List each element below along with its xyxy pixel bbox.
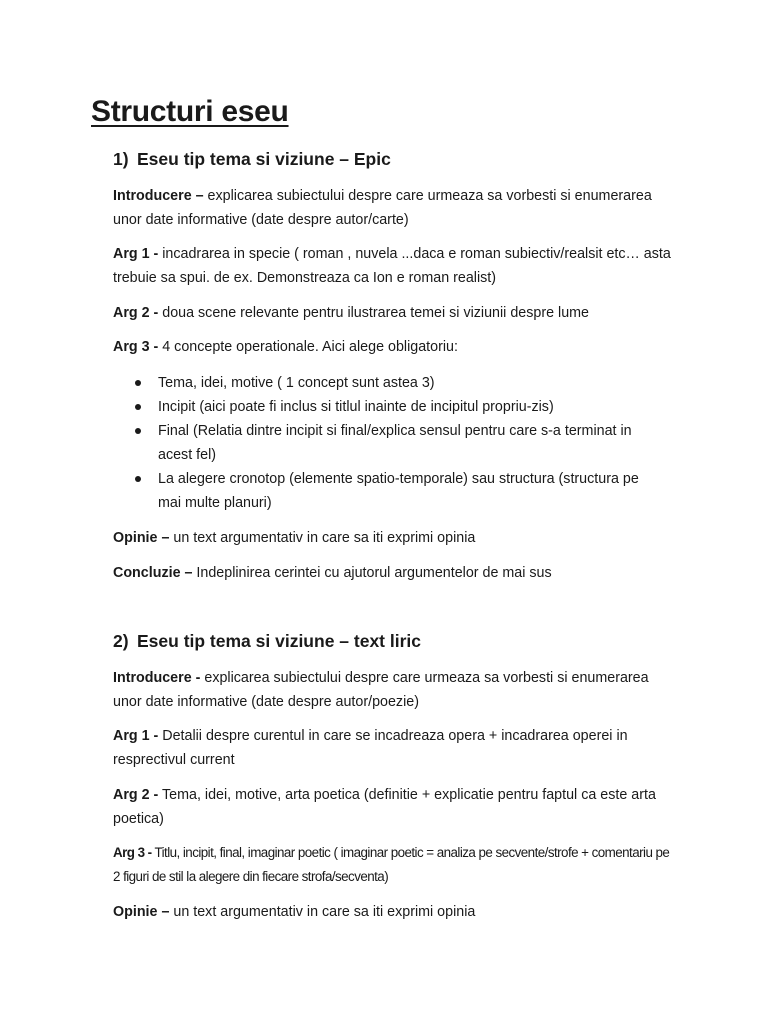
paragraph-label: Arg 3 -: [113, 845, 152, 860]
section-heading: [113, 629, 673, 653]
paragraph-arg3: [113, 841, 673, 889]
bullet-icon: [135, 428, 141, 434]
list-item-text: Final (Relatia dintre incipit si final/explica sensul pentru care s-a terminat in acest fel): [158, 423, 632, 463]
paragraph-label: Arg 1 -: [113, 246, 159, 262]
section-number: 1): [113, 149, 129, 169]
paragraph-label: Arg 1 -: [113, 728, 159, 744]
list-item: [135, 395, 655, 419]
paragraph-arg3: [113, 335, 673, 359]
paragraph-text: explicarea subiectului despre care urmeaza sa vorbesti si enumerarea unor date informative (date despre autor/poezie): [113, 670, 649, 710]
bullet-icon: [135, 476, 141, 482]
section-heading-text: Eseu tip tema si viziune – text liric: [137, 631, 421, 651]
paragraph-introducere: [113, 666, 673, 714]
paragraph-text: Tema, idei, motive, arta poetica (definitie + explicatie pentru faptul ca este arta poetica): [113, 787, 656, 827]
list-item: [135, 467, 655, 515]
page-title: Structuri eseu: [91, 95, 289, 128]
paragraph-label: Opinie –: [113, 904, 170, 920]
paragraph-label: Introducere –: [113, 188, 204, 204]
paragraph-text: 4 concepte operationale. Aici alege obligatoriu:: [158, 339, 458, 355]
paragraph-text: Titlu, incipit, final, imaginar poetic ( imaginar poetic = analiza pe secvente/strofe + comentariu pe 2 figuri de stil la alegere din fiecare strofa/secventa): [113, 845, 670, 884]
section-liric: [113, 629, 673, 920]
paragraph-label: Arg 3 -: [113, 339, 159, 355]
paragraph-label: Introducere -: [113, 670, 201, 686]
bullet-list: [135, 371, 655, 515]
section-epic: [113, 147, 673, 581]
section-number: 2): [113, 631, 129, 651]
list-item-text: Incipit (aici poate fi inclus si titlul inainte de incipitul propriu-zis): [158, 399, 554, 415]
paragraph-text: Detalii despre curentul in care se incadreaza opera + incadrarea operei in resprectivul current: [113, 728, 628, 768]
paragraph-arg1: [113, 724, 673, 772]
paragraph-text: doua scene relevante pentru ilustrarea temei si viziunii despre lume: [158, 305, 590, 321]
bullet-icon: [135, 404, 141, 410]
paragraph-introducere: [113, 184, 673, 232]
paragraph-arg2: [113, 783, 673, 831]
list-item: [135, 419, 655, 467]
paragraph-opinie: [113, 526, 673, 550]
paragraph-label: Arg 2 -: [113, 305, 159, 321]
paragraph-text: incadrarea in specie ( roman , nuvela ...daca e roman subiectiv/realsit etc… asta trebuie sa spui. de ex. Demonstreaza ca Ion e roman realist): [113, 246, 671, 286]
paragraph-text: Indeplinirea cerintei cu ajutorul argumentelor de mai sus: [192, 565, 552, 581]
paragraph-concluzie: [113, 561, 673, 585]
list-item-text: Tema, idei, motive ( 1 concept sunt astea 3): [158, 375, 435, 391]
paragraph-text: un text argumentativ in care sa iti exprimi opinia: [169, 904, 476, 920]
paragraph-text: explicarea subiectului despre care urmeaza sa vorbesti si enumerarea unor date informative (date despre autor/carte): [113, 188, 652, 228]
bullet-icon: [135, 380, 141, 386]
list-item-text: La alegere cronotop (elemente spatio-temporale) sau structura (structura pe mai multe planuri): [158, 471, 639, 511]
paragraph-label: Arg 2 -: [113, 787, 159, 803]
paragraph-opinie: [113, 900, 673, 924]
paragraph-arg1: [113, 242, 673, 290]
section-heading: [113, 147, 673, 171]
paragraph-arg2: [113, 301, 673, 325]
list-item: [135, 371, 655, 395]
section-heading-text: Eseu tip tema si viziune – Epic: [137, 149, 391, 169]
paragraph-label: Opinie –: [113, 530, 170, 546]
paragraph-text: un text argumentativ in care sa iti exprimi opinia: [169, 530, 476, 546]
paragraph-label: Concluzie –: [113, 565, 193, 581]
